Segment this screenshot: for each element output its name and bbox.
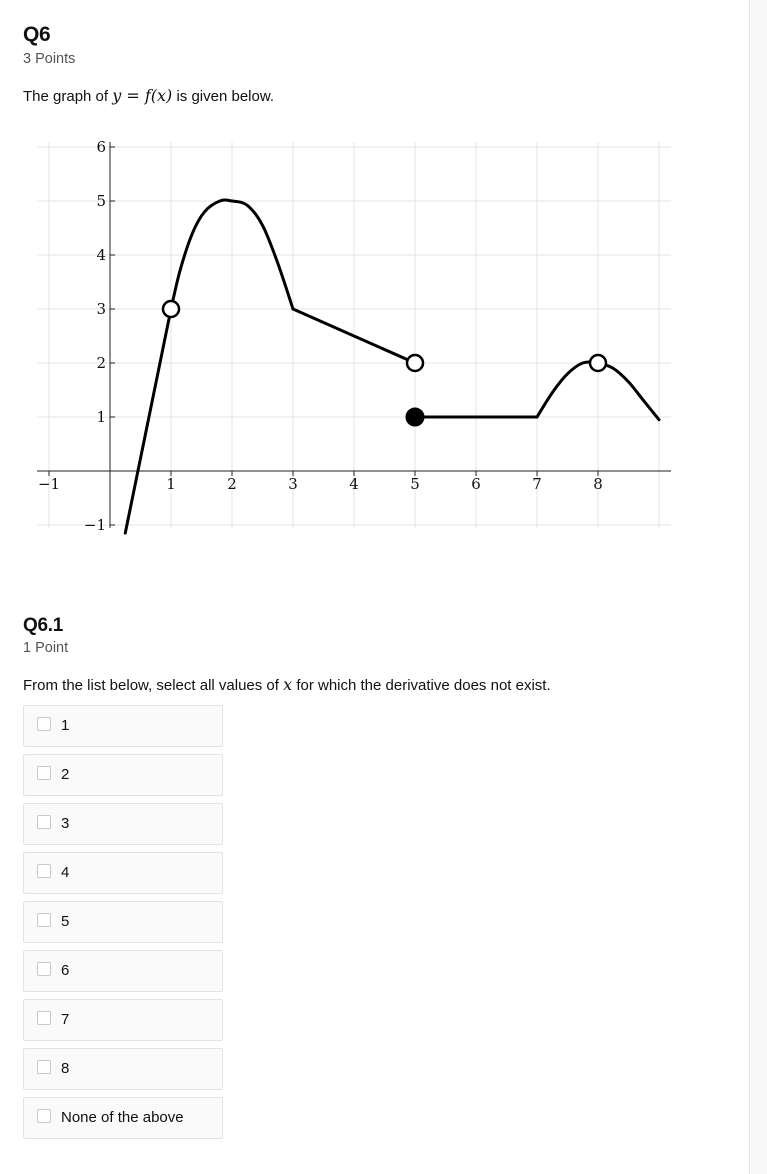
option-4[interactable]: [23, 852, 223, 894]
option-label: 4: [61, 864, 70, 881]
x-tick-label: 1: [166, 475, 176, 493]
option-1[interactable]: [23, 705, 223, 747]
open-point: [407, 355, 423, 371]
option-label: 3: [61, 815, 70, 832]
y-tick-label: 3: [96, 300, 106, 318]
x-tick-label: 6: [471, 475, 481, 493]
checkbox[interactable]: [37, 913, 51, 927]
checkbox[interactable]: [37, 1060, 51, 1074]
option-label: 8: [61, 1060, 70, 1077]
option-label: 5: [61, 913, 70, 930]
function-graph: [23, 132, 693, 557]
subquestion-points: 1 Point: [23, 640, 69, 656]
checkbox[interactable]: [37, 1011, 51, 1025]
y-tick-label: 5: [96, 192, 106, 210]
checkbox[interactable]: [37, 1109, 51, 1123]
page-right-gutter: [750, 0, 767, 1174]
y-tick-label: 4: [96, 246, 106, 264]
question-prompt: [23, 86, 274, 105]
x-tick-label: 5: [410, 475, 420, 493]
option-5[interactable]: [23, 901, 223, 943]
prompt-math: y = f(x): [112, 86, 173, 105]
prompt-text-suffix: is given below.: [176, 88, 275, 105]
question-points: 3 Points: [23, 51, 76, 67]
open-point: [163, 301, 179, 317]
option-7[interactable]: [23, 999, 223, 1041]
x-tick-label: 3: [288, 475, 298, 493]
option-3[interactable]: [23, 803, 223, 845]
option-label: 7: [61, 1011, 70, 1028]
answer-options: [23, 705, 223, 1146]
option-none-of-the-above[interactable]: [23, 1097, 223, 1139]
open-point: [590, 355, 606, 371]
x-tick-label: 7: [532, 475, 542, 493]
closed-point: [406, 408, 424, 426]
checkbox[interactable]: [37, 815, 51, 829]
x-tick-label: 4: [349, 475, 359, 493]
y-tick-label: 6: [96, 138, 106, 156]
option-label: 1: [61, 717, 70, 734]
y-tick-label: 2: [96, 354, 106, 372]
subquestion-title: Q6.1: [23, 615, 63, 636]
option-2[interactable]: [23, 754, 223, 796]
prompt-text-prefix: The graph of: [23, 88, 109, 105]
y-tick-label: −1: [83, 516, 106, 534]
question-title: Q6: [23, 23, 51, 46]
subprompt-math: x: [283, 675, 293, 694]
option-label: 6: [61, 962, 70, 979]
option-6[interactable]: [23, 950, 223, 992]
x-tick-label: 2: [227, 475, 237, 493]
x-tick-label: 8: [593, 475, 603, 493]
subquestion-prompt: [23, 675, 551, 694]
y-tick-label: 1: [96, 408, 106, 426]
checkbox[interactable]: [37, 766, 51, 780]
checkbox[interactable]: [37, 962, 51, 976]
option-8[interactable]: [23, 1048, 223, 1090]
x-tick-label: −1: [37, 475, 61, 493]
option-label: None of the above: [61, 1109, 184, 1126]
curve-segment: [125, 309, 171, 533]
checkbox[interactable]: [37, 864, 51, 878]
checkbox[interactable]: [37, 717, 51, 731]
graph-svg: [23, 132, 693, 557]
subprompt-text-suffix: for which the derivative does not exist.: [296, 677, 551, 694]
option-label: 2: [61, 766, 70, 783]
subprompt-text-prefix: From the list below, select all values of: [23, 677, 279, 694]
